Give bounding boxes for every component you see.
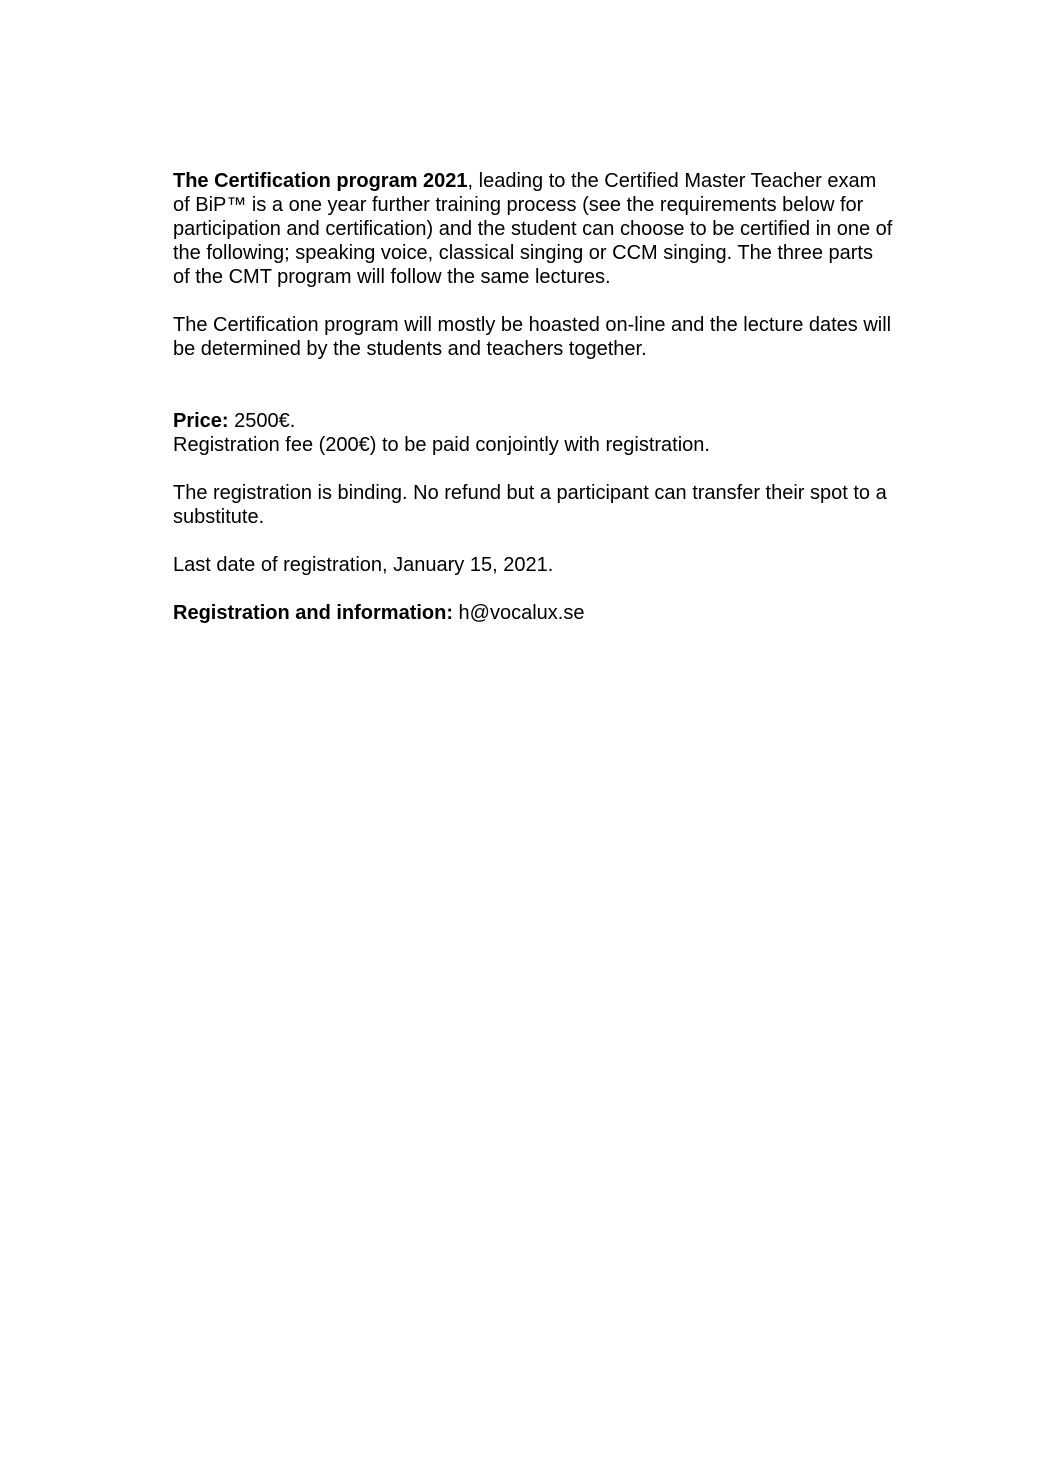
contact-email: h@vocalux.se: [453, 602, 585, 624]
program-title: The Certification program 2021: [173, 170, 468, 192]
registration-fee-line: Registration fee (200€) to be paid conjointly with registration.: [173, 434, 710, 456]
intro-text: , leading to the Certified Master Teacher exam of BiP™ is a one year further training process (see the requirements below for participation and certification) and the student can choose to be certified in one of the following; speaking voice, classical singing or CCM singing. The three parts of the CMT program will follow the same lectures.: [173, 170, 893, 288]
price-line: [173, 409, 893, 433]
price-value: 2500€.: [228, 410, 296, 432]
contact-label: Registration and information:: [173, 602, 453, 624]
document-body: [173, 169, 893, 625]
price-label: Price:: [173, 410, 229, 432]
binding-paragraph: The registration is binding. No refund but a participant can transfer their spot to a substitute.: [173, 482, 887, 528]
online-paragraph: The Certification program will mostly be hoasted on-line and the lecture dates will be determined by the students and teachers together.: [173, 314, 892, 360]
intro-paragraph: [173, 169, 893, 289]
contact-line: [173, 601, 893, 625]
deadline-line: Last date of registration, January 15, 2021.: [173, 554, 554, 576]
